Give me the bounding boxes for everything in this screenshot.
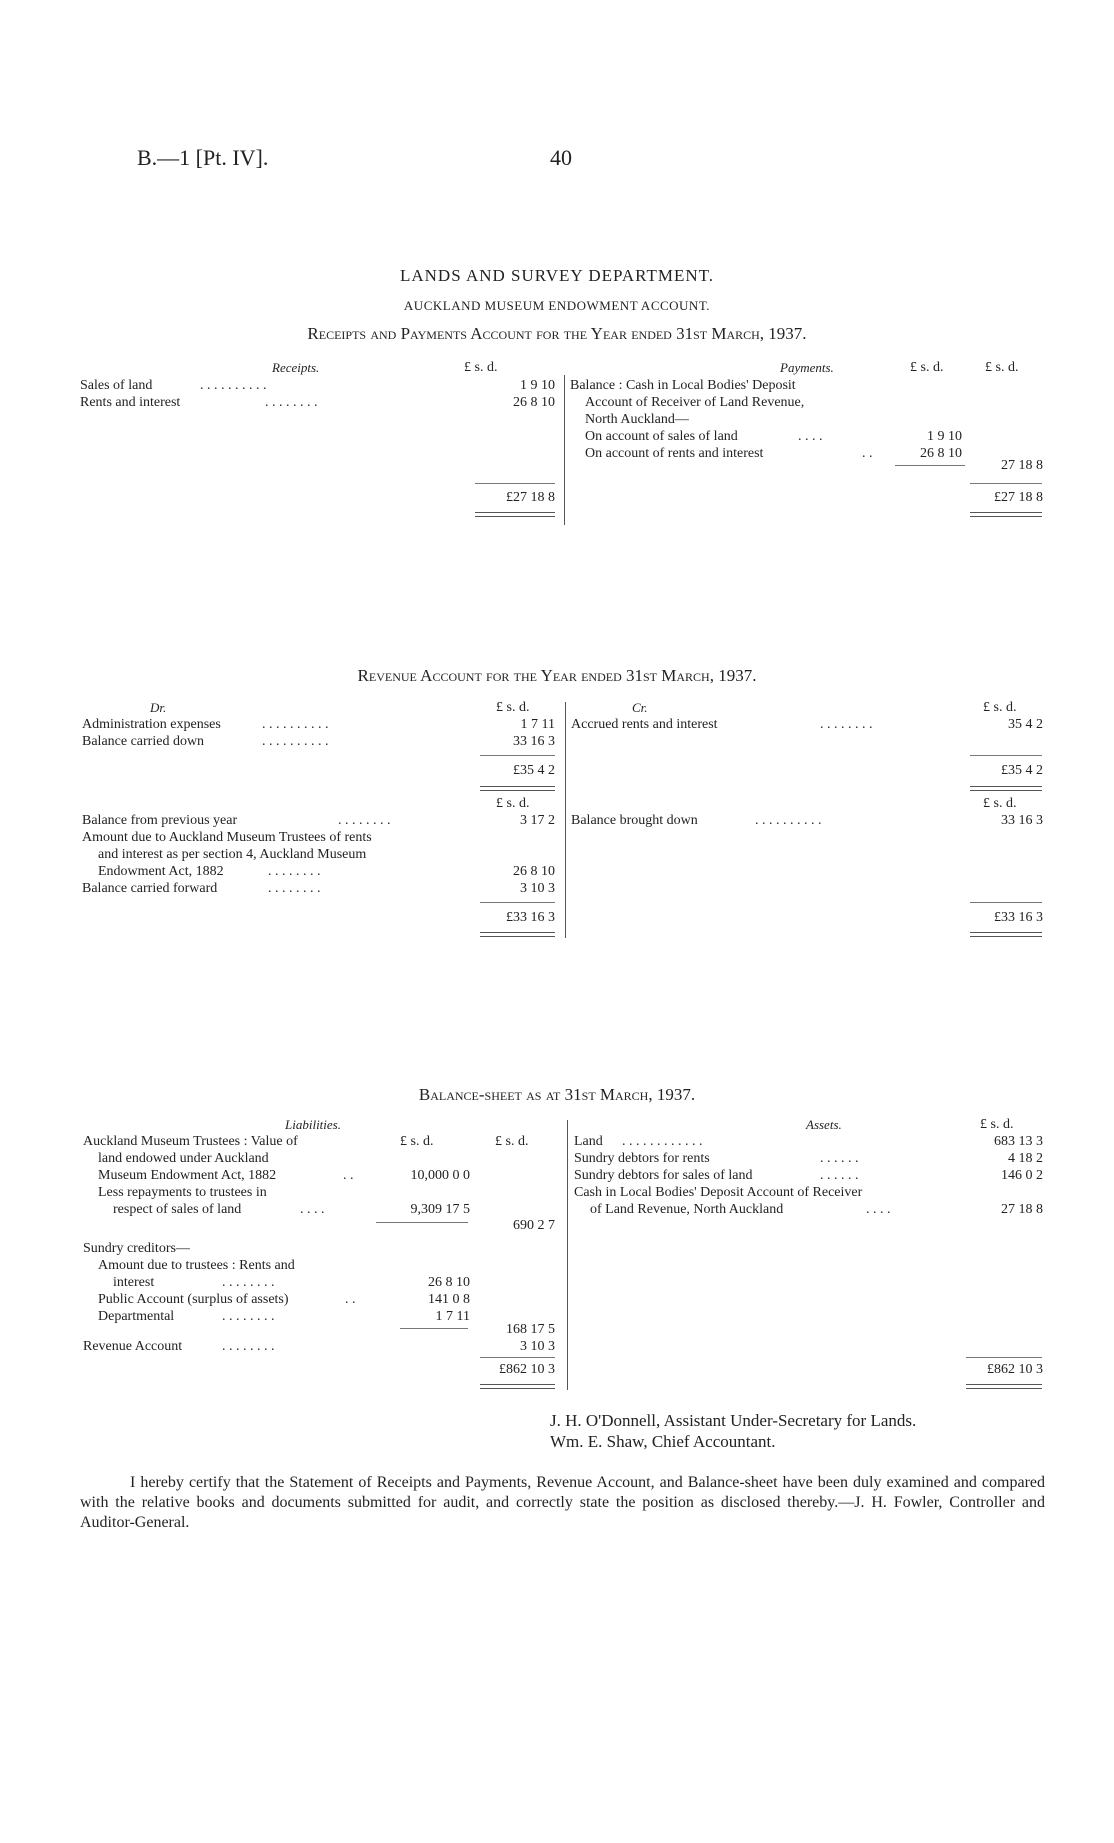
asset-row-label: Sundry debtors for sales of land: [574, 1168, 753, 1183]
dr-total-1: £35 4 2: [513, 763, 555, 778]
payments-text-line: Account of Receiver of Land Revenue,: [585, 395, 805, 410]
liability-row-dots: . .: [343, 1168, 354, 1183]
dr-lsd-heading-2: £ s. d.: [496, 796, 530, 811]
receipts-lsd-heading: £ s. d.: [464, 360, 498, 375]
receipt-row-dots: . . . . . . . . . .: [200, 378, 267, 393]
payment-item-label: On account of sales of land: [585, 429, 738, 444]
total-rule: [480, 1357, 555, 1358]
report-reference: B.—1 [Pt. IV].: [137, 145, 269, 170]
payment-item-amount: 26 8 10: [920, 446, 962, 461]
assets-heading: Assets.: [806, 1117, 842, 1132]
asset-row-amount: 27 18 8: [1001, 1202, 1043, 1217]
column-rule: [564, 375, 565, 525]
creditor-row-label: interest: [113, 1275, 155, 1290]
dr-row-label: Balance from previous year: [82, 813, 238, 828]
creditor-row-dots: . .: [345, 1292, 356, 1307]
dr-row-amount: 3 17 2: [520, 813, 555, 828]
signature-line: J. H. O'Donnell, Assistant Under-Secretary for Lands.: [550, 1411, 917, 1430]
liability-row-amount: 10,000 0 0: [410, 1168, 470, 1183]
payments-lsd-heading-1: £ s. d.: [910, 360, 944, 375]
dr-row-dots: . . . . . . . . . .: [262, 734, 329, 749]
subtotal-rule: [400, 1328, 468, 1329]
creditors-total: 168 17 5: [506, 1322, 555, 1337]
double-rule: [970, 932, 1042, 937]
dr-row-dots: . . . . . . . . . .: [262, 717, 329, 732]
dr-text-line: and interest as per section 4, Auckland Museum: [98, 847, 367, 862]
sundry-creditors-heading: Sundry creditors—: [83, 1241, 190, 1256]
total-rule: [970, 483, 1042, 484]
double-rule: [966, 1384, 1042, 1389]
column-rule: [565, 702, 566, 938]
dr-heading: Dr.: [150, 700, 167, 715]
asset-row-dots: . . . .: [866, 1202, 891, 1217]
dr-row-amount: 33 16 3: [513, 734, 555, 749]
double-rule: [480, 1384, 555, 1389]
liability-text-line: Amount due to trustees : Rents and: [98, 1258, 295, 1273]
account-title: AUCKLAND MUSEUM ENDOWMENT ACCOUNT.: [403, 298, 711, 313]
cr-row-amount: 35 4 2: [1008, 717, 1043, 732]
liabilities-heading: Liabilities.: [285, 1117, 341, 1132]
subtotal-rule: [895, 465, 965, 466]
liabilities-lsd-heading-2: £ s. d.: [495, 1134, 529, 1149]
liability-text-line: Auckland Museum Trustees : Value of: [83, 1134, 298, 1149]
payments-total: £27 18 8: [994, 490, 1043, 505]
cr-lsd-heading: £ s. d.: [983, 700, 1017, 715]
total-rule: [475, 483, 555, 484]
asset-row-label: Land: [574, 1134, 603, 1149]
total-rule: [970, 902, 1042, 903]
cr-row-label: Accrued rents and interest: [571, 717, 718, 732]
liability-row-label: respect of sales of land: [113, 1202, 242, 1217]
creditor-row-amount: 141 0 8: [428, 1292, 470, 1307]
double-rule: [970, 512, 1042, 517]
double-rule: [475, 512, 555, 517]
column-rule: [567, 1120, 568, 1390]
balance-sheet-title: Balance-sheet as at 31st March, 1937.: [418, 1085, 696, 1104]
liability-row-label: Museum Endowment Act, 1882: [98, 1168, 277, 1183]
payments-heading: Payments.: [780, 360, 834, 375]
receipt-row-amount: 26 8 10: [513, 395, 555, 410]
double-rule: [480, 786, 555, 791]
revenue-account-row-dots: . . . . . . . .: [222, 1339, 275, 1354]
liabilities-lsd-heading-1: £ s. d.: [400, 1134, 434, 1149]
dr-row-amount: 1 7 11: [520, 717, 555, 732]
asset-row-label: Sundry debtors for rents: [574, 1151, 710, 1166]
dr-row-amount: 3 10 3: [520, 881, 555, 896]
dr-row-label: Balance carried forward: [82, 881, 218, 896]
receipt-row-label: Sales of land: [80, 378, 153, 393]
asset-row-amount: 4 18 2: [1008, 1151, 1043, 1166]
dr-row-dots: . . . . . . . .: [268, 864, 321, 879]
dr-row-dots: . . . . . . . .: [268, 881, 321, 896]
receipts-payments-title: Receipts and Payments Account for the Year ended 31st March, 1937.: [307, 324, 807, 343]
liability-text-line: Less repayments to trustees in: [98, 1185, 267, 1200]
cr-total-1: £35 4 2: [1001, 763, 1043, 778]
cr-row-dots: . . . . . . . . . .: [755, 813, 822, 828]
liabilities-total: £862 10 3: [499, 1362, 555, 1377]
dr-row-amount: 26 8 10: [513, 864, 555, 879]
dr-row-label: Balance carried down: [82, 734, 205, 749]
liability-row-dots: . . . .: [300, 1202, 325, 1217]
trustees-net: 690 2 7: [513, 1218, 555, 1233]
subtotal-rule: [376, 1222, 468, 1223]
liability-row-amount: 9,309 17 5: [410, 1202, 470, 1217]
payment-item-label: On account of rents and interest: [585, 446, 764, 461]
signature-block: [550, 1410, 916, 1452]
total-rule: [970, 755, 1042, 756]
cr-total-2: £33 16 3: [994, 910, 1043, 925]
cr-row-dots: . . . . . . . .: [820, 717, 873, 732]
asset-row-amount: 146 0 2: [1001, 1168, 1043, 1183]
cr-row-label: Balance brought down: [571, 813, 698, 828]
asset-row-dots: . . . . . .: [820, 1151, 859, 1166]
receipt-row-dots: . . . . . . . .: [265, 395, 318, 410]
creditor-row-amount: 1 7 11: [435, 1309, 470, 1324]
signature-line: Wm. E. Shaw, Chief Accountant.: [550, 1432, 776, 1451]
total-rule: [480, 755, 555, 756]
asset-text-line: Cash in Local Bodies' Deposit Account of Receiver: [574, 1185, 863, 1200]
dr-row-dots: . . . . . . . .: [338, 813, 391, 828]
creditor-row-label: Departmental: [98, 1309, 175, 1324]
dr-lsd-heading: £ s. d.: [496, 700, 530, 715]
receipt-row-amount: 1 9 10: [520, 378, 555, 393]
cr-heading: Cr.: [632, 700, 648, 715]
cr-row-amount: 33 16 3: [1001, 813, 1043, 828]
payments-text-line: Balance : Cash in Local Bodies' Deposit: [570, 378, 796, 393]
receipts-total: £27 18 8: [506, 490, 555, 505]
liability-text-line: land endowed under Auckland: [98, 1151, 269, 1166]
payments-subtotal: 27 18 8: [1001, 458, 1043, 473]
receipts-heading: Receipts.: [272, 360, 320, 375]
assets-lsd-heading: £ s. d.: [980, 1117, 1014, 1132]
double-rule: [480, 932, 555, 937]
asset-row-dots: . . . . . .: [820, 1168, 859, 1183]
department-title: LANDS AND SURVEY DEPARTMENT.: [399, 266, 714, 285]
asset-row-amount: 683 13 3: [994, 1134, 1043, 1149]
creditor-row-amount: 26 8 10: [428, 1275, 470, 1290]
revenue-title: Revenue Account for the Year ended 31st March, 1937.: [357, 666, 757, 685]
double-rule: [970, 786, 1042, 791]
revenue-account-row-label: Revenue Account: [83, 1339, 183, 1354]
creditor-row-dots: . . . . . . . .: [222, 1309, 275, 1324]
dr-row-label: Administration expenses: [82, 717, 221, 732]
payments-lsd-heading-2: £ s. d.: [985, 360, 1019, 375]
dr-text-line: Amount due to Auckland Museum Trustees of rents: [82, 830, 372, 845]
asset-row-dots: . . . . . . . . . . . .: [622, 1134, 703, 1149]
payment-item-dots: . . . .: [798, 429, 823, 444]
total-rule: [966, 1357, 1042, 1358]
receipt-row-label: Rents and interest: [80, 395, 181, 410]
creditor-row-label: Public Account (surplus of assets): [98, 1292, 289, 1307]
revenue-account-amount: 3 10 3: [520, 1339, 555, 1354]
creditor-row-dots: . . . . . . . .: [222, 1275, 275, 1290]
audit-certification: I hereby certify that the Statement of Receipts and Payments, Revenue Account, and Balance-sheet have been duly examined and compared with the relative books and documents submitted for audit, and correctly state the position as disclosed thereby.—J. H. Fowler, Controller and Auditor-General.: [80, 1474, 1045, 1531]
dr-total-2: £33 16 3: [506, 910, 555, 925]
assets-total: £862 10 3: [987, 1362, 1043, 1377]
dr-row-label: Endowment Act, 1882: [98, 864, 224, 879]
payment-item-amount: 1 9 10: [927, 429, 962, 444]
total-rule: [480, 902, 555, 903]
cr-lsd-heading-2: £ s. d.: [983, 796, 1017, 811]
payment-item-dots: . .: [862, 446, 873, 461]
page-number: 40: [550, 145, 572, 170]
payments-text-line: North Auckland—: [585, 412, 689, 427]
asset-row-label: of Land Revenue, North Auckland: [590, 1202, 784, 1217]
